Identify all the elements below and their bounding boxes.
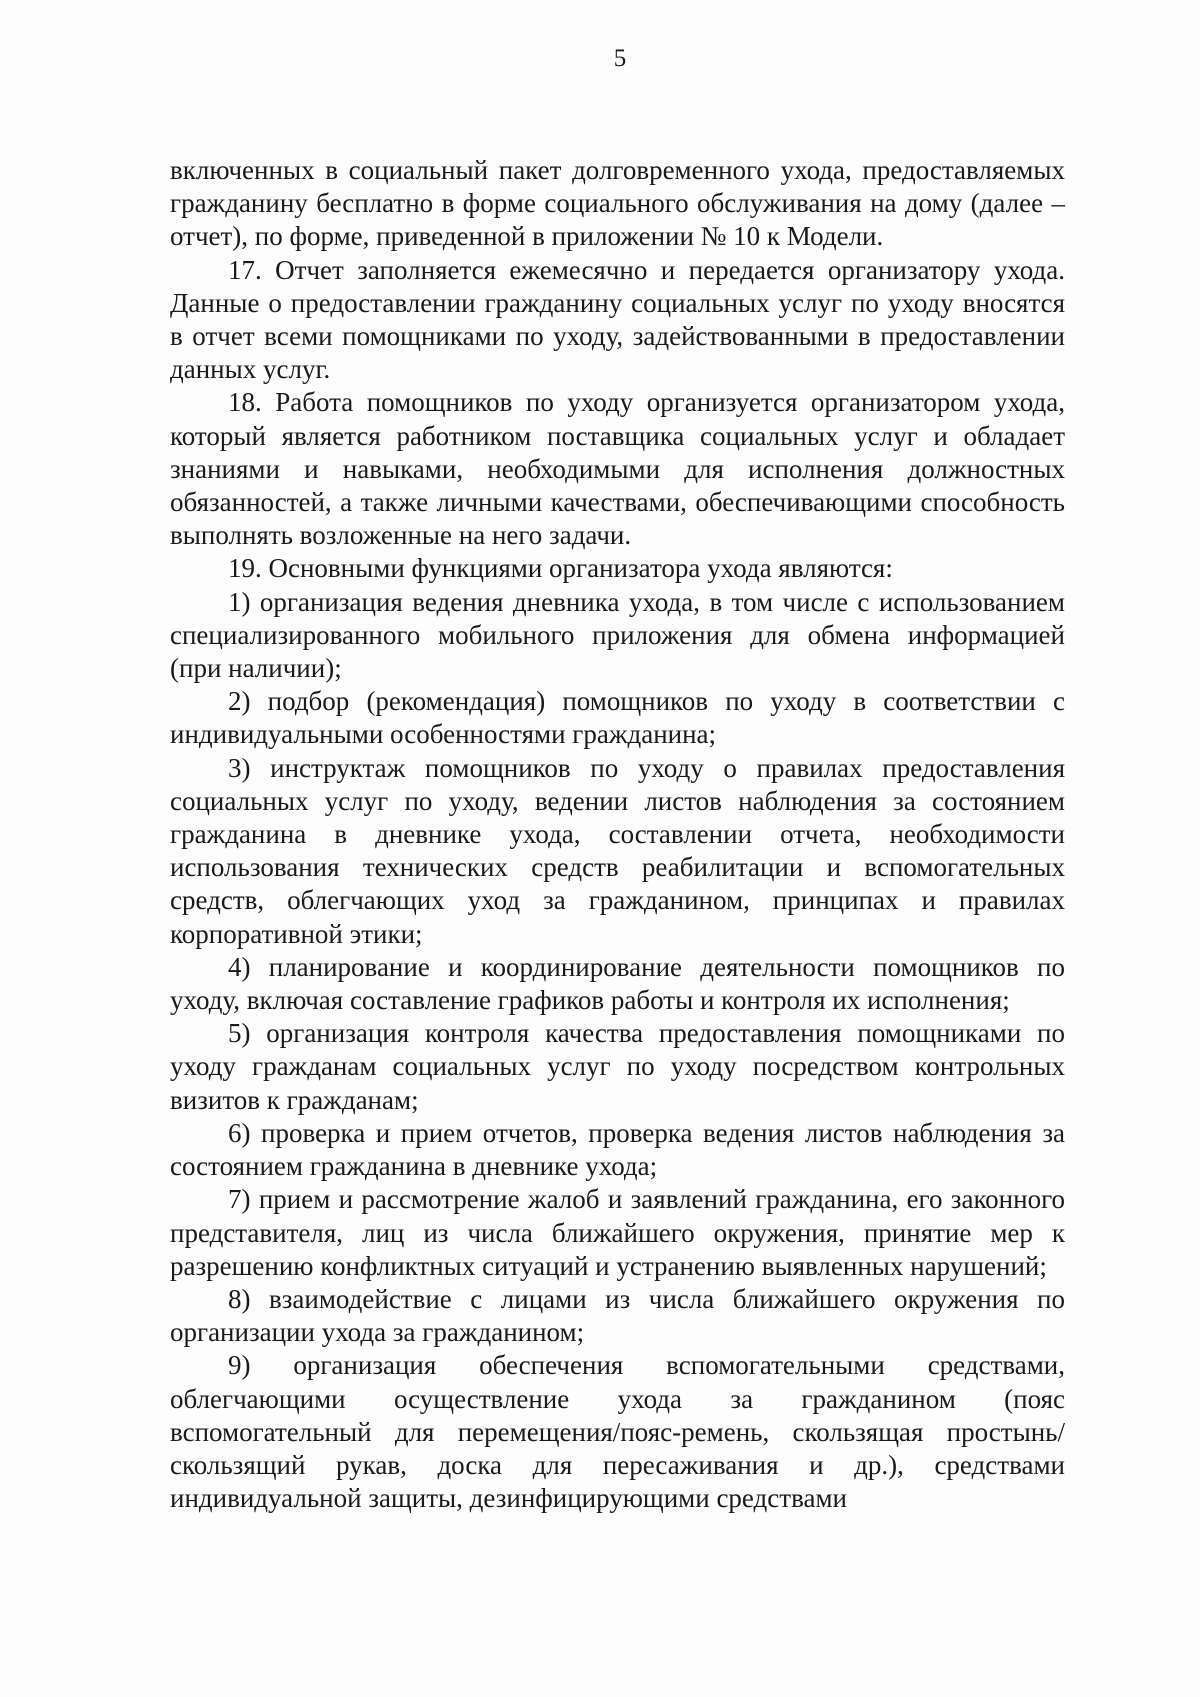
paragraph-continuation: включенных в социальный пакет долговременного ухода, предоставляемых гражданину бесплатно в форме социального обслуживания на дому (далее – отчет), по форме, приведенной в приложении № 10 к Модели.: [170, 155, 1065, 252]
paragraph-17: 17. Отчет заполняется ежемесячно и передается организатору ухода. Данные о предоставлении гражданину социальных услуг по уходу вносятся в отчет всеми помощниками по уходу, задействованными в предоставлении данных услуг.: [170, 254, 1065, 385]
list-item-8: 8) взаимодействие с лицами из числа ближайшего окружения по организации ухода за гражданином;: [170, 1283, 1065, 1348]
list-item-9: 9) организация обеспечения вспомогательными средствами, облегчающими осуществление ухода за гражданином (пояс вспомогательный для перемещения/пояс-ремень, скользящая простынь/скользящий рукав, доска для пересаживания и др.), средствами индивидуальной защиты, дезинфицирующими средствами: [170, 1350, 1065, 1514]
list-item-2: 2) подбор (рекомендация) помощников по уходу в соответствии с индивидуальными особенностями гражданина;: [170, 686, 1065, 750]
page-number: 5: [613, 45, 627, 72]
list-item-1: 1) организация ведения дневника ухода, в том числе с использованием специализированного мобильного приложения для обмена информацией (при наличии);: [170, 586, 1065, 684]
paragraph-18: 18. Работа помощников по уходу организуется организатором ухода, который является работником поставщика социальных услуг и обладает знаниями и навыками, необходимыми для исполнения должностных обязанностей, а также личными качествами, обеспечивающими способность выполнять возложенные на него задачи.: [170, 387, 1065, 551]
list-item-4: 4) планирование и координирование деятельности помощников по уходу, включая составление графиков работы и контроля их исполнения;: [170, 951, 1065, 1016]
list-item-5: 5) организация контроля качества предоставления помощниками по уходу гражданам социальных услуг по уходу посредством контрольных визитов к гражданам;: [170, 1018, 1065, 1115]
list-item-7: 7) прием и рассмотрение жалоб и заявлений гражданина, его законного представителя, лиц из числа ближайшего окружения, принятие мер к разрешению конфликтных ситуаций и устранению выявленных нарушений;: [170, 1184, 1065, 1281]
list-item-6: 6) проверка и прием отчетов, проверка ведения листов наблюдения за состоянием гражданина в дневнике ухода;: [170, 1117, 1065, 1182]
paragraph-19: 19. Основными функциями организатора ухода являются:: [228, 553, 893, 584]
document-body: [170, 154, 1065, 1515]
list-item-3: 3) инструктаж помощников по уходу о правилах предоставления социальных услуг по уходу, ведении листов наблюдения за состоянием гражданина в дневнике ухода, составлении отчета, необходимости использования технических средств реабилитации и вспомогательных средств, облегчающих уход за гражданином, принципах и правилах корпоративной этики;: [170, 752, 1065, 949]
